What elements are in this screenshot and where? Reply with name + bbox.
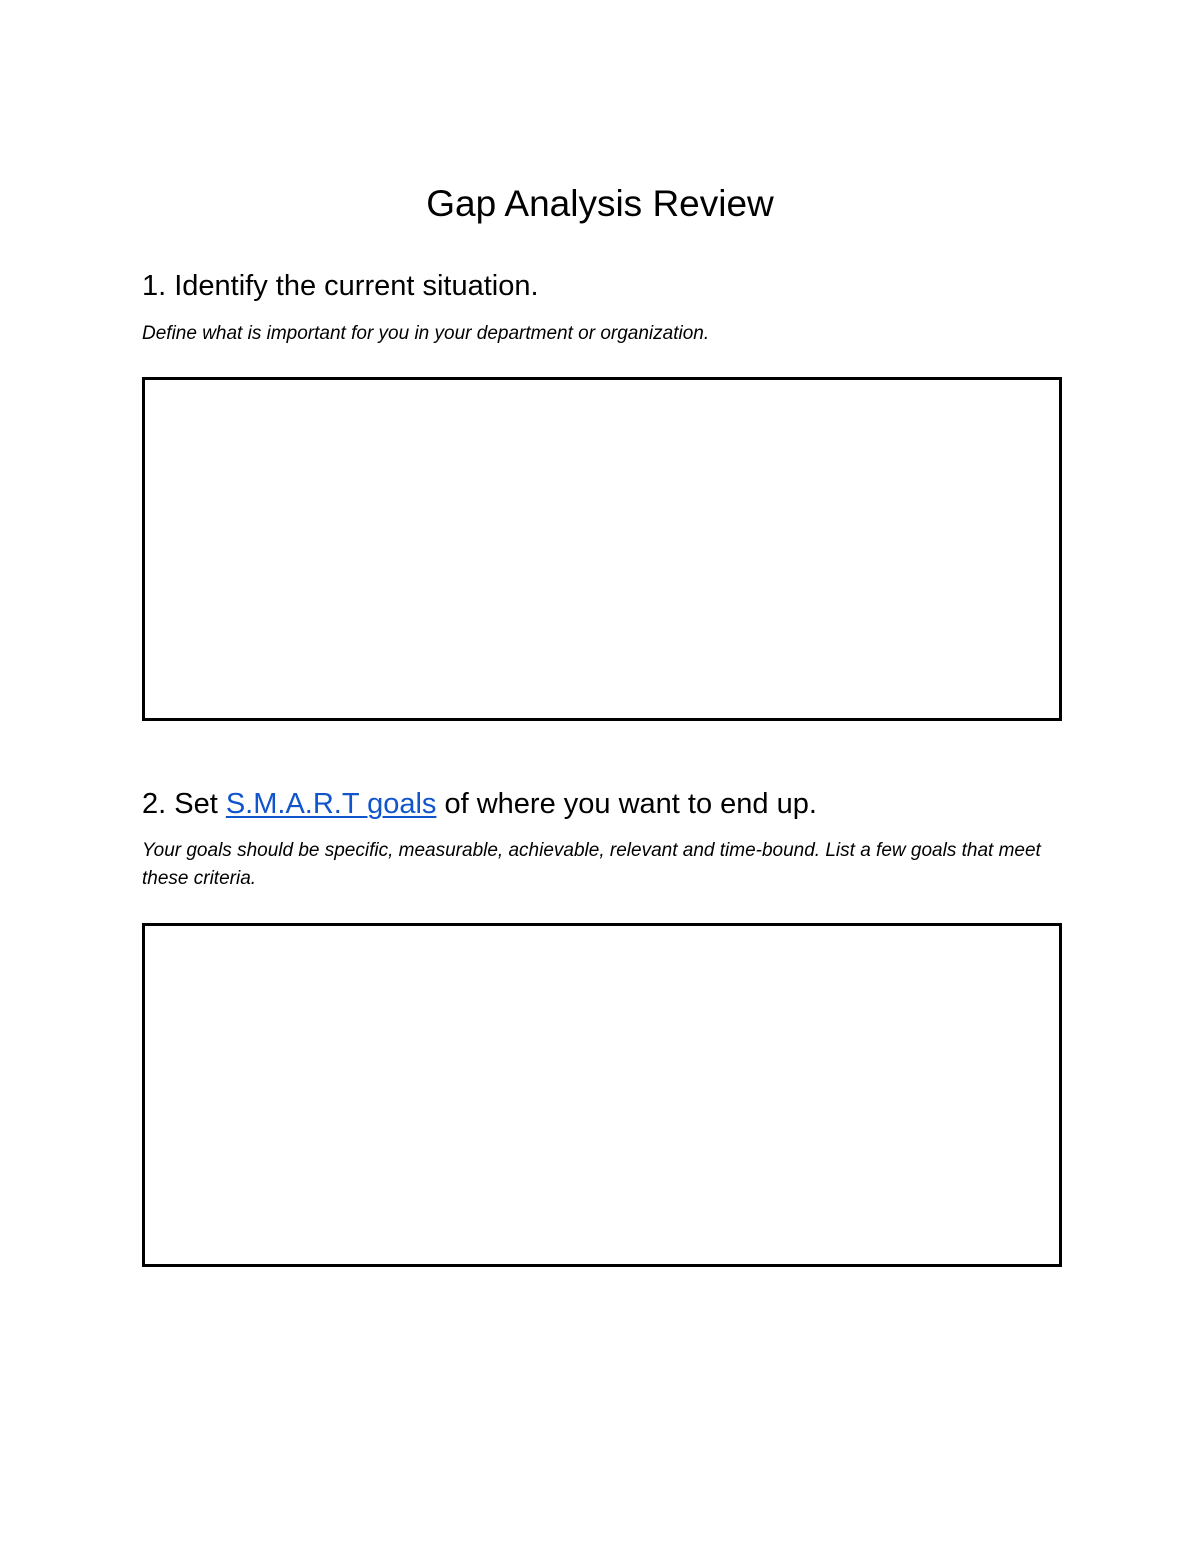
- section-1-heading: 1. Identify the current situation.: [142, 270, 539, 302]
- section-1-answer-box[interactable]: [142, 377, 1062, 721]
- section-1-description: Define what is important for you in your department or organization.: [142, 323, 710, 344]
- section-2-description: Your goals should be specific, measurable, achievable, relevant and time-bound. List a few goals that meet these criteria.: [142, 840, 1041, 889]
- smart-goals-link[interactable]: S.M.A.R.T goals: [225, 788, 437, 820]
- section-2-heading: [142, 786, 817, 822]
- section-2-heading-suffix: of where you want to end up.: [436, 788, 817, 820]
- page-title: Gap Analysis Review: [426, 183, 774, 224]
- section-2-heading-prefix: 2. Set: [142, 788, 226, 820]
- section-2-answer-box[interactable]: [142, 923, 1062, 1267]
